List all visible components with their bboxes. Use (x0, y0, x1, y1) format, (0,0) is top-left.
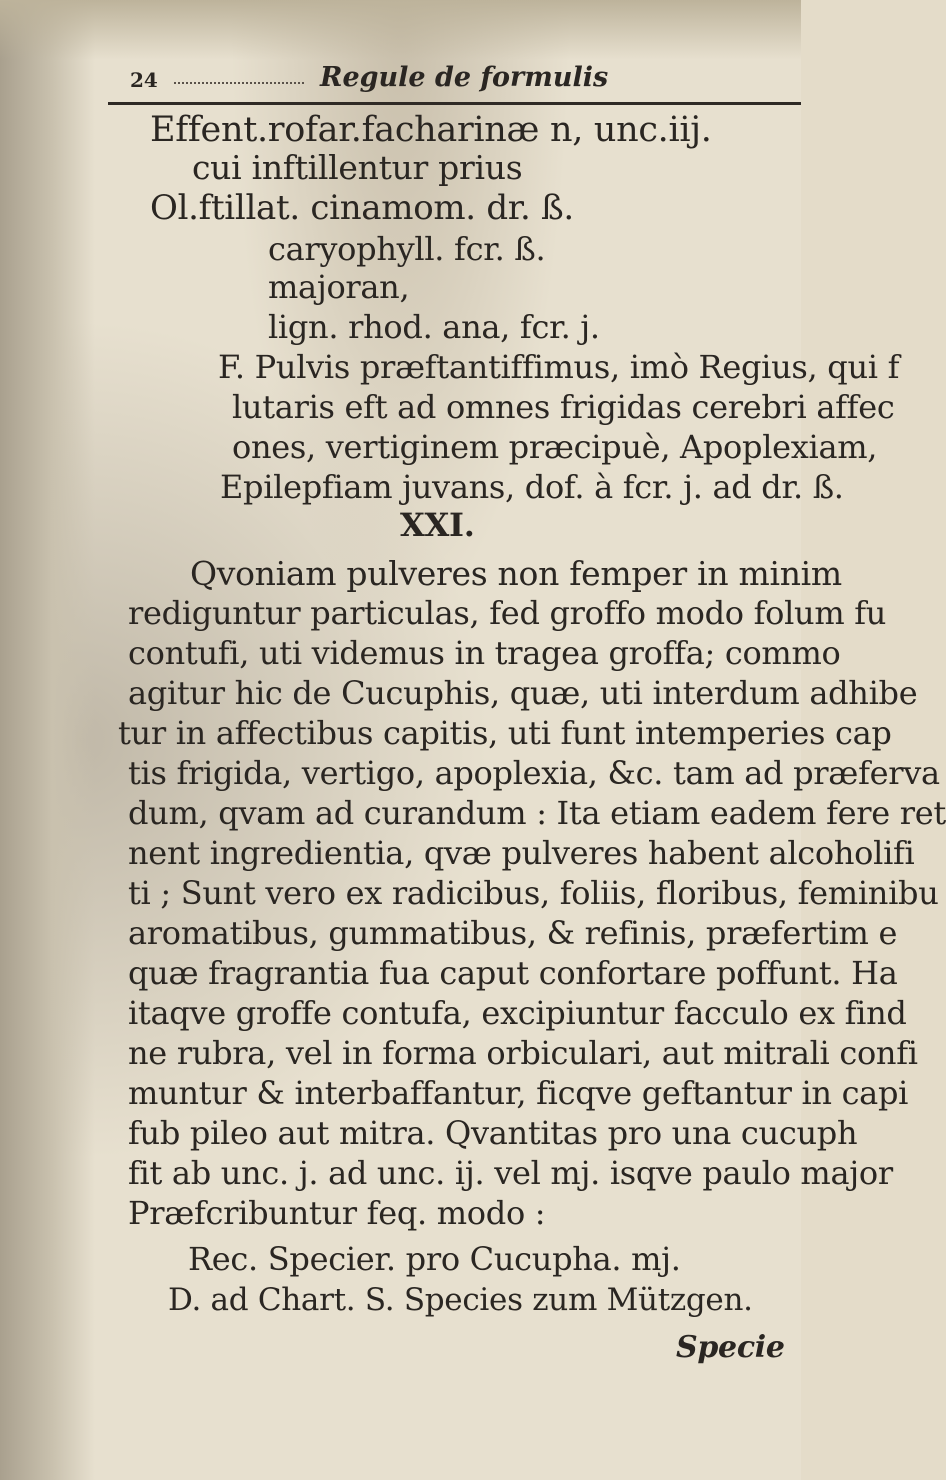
text-line: quæ fragrantia fua caput confortare poffunt. Ha (128, 954, 898, 992)
page-number: 24 (130, 68, 158, 92)
text-line: Epilepfiam juvans, dof. à fcr. j. ad dr. ß. (220, 468, 844, 506)
text-line: F. Pulvis præftantiffimus, imò Regius, qui f (218, 348, 900, 386)
text-line: Rec. Specier. pro Cucupha. mj. (188, 1240, 681, 1278)
top-page-edge (0, 0, 801, 60)
text-line: caryophyll. fcr. ß. (268, 230, 546, 268)
text-line: fub pileo aut mitra. Qvantitas pro una cucuph (128, 1114, 858, 1152)
running-head (130, 58, 790, 100)
text-line: contufi, uti videmus in tragea groffa; commo (128, 634, 841, 672)
text-line: tis frigida, vertigo, apoplexia, &c. tam ad præferva (128, 754, 940, 792)
header-rule (108, 102, 801, 105)
text-line: lutaris eft ad omnes frigidas cerebri affec (232, 388, 895, 426)
section-numeral: XXI. (400, 506, 475, 544)
text-line: Qvoniam pulveres non femper in minim (190, 554, 842, 593)
text-line: nent ingredientia, qvæ pulveres habent alcoholifi (128, 834, 915, 872)
text-line: tur in affectibus capitis, uti funt intemperies cap (118, 714, 892, 752)
header-dotted-leader (174, 82, 304, 84)
catchword: Specie (676, 1330, 785, 1365)
text-line: D. ad Chart. S. Species zum Mützgen. (168, 1282, 753, 1318)
text-line: agitur hic de Cucuphis, quæ, uti interdum adhibe (128, 674, 918, 712)
text-line: Ol.ftillat. cinamom. dr. ß. (150, 188, 574, 228)
text-line: majoran, (268, 268, 410, 306)
text-line: ti ; Sunt vero ex radicibus, foliis, floribus, feminibu (128, 874, 939, 912)
text-line: cui inftillentur prius (192, 148, 523, 187)
text-line: ones, vertiginem præcipuè, Apoplexiam, (232, 428, 878, 466)
text-line: aromatibus, gummatibus, & refinis, præfertim e (128, 914, 898, 952)
text-line: Effent.rofar.facharinæ n, unc.iij. (150, 110, 712, 150)
text-line: Præfcribuntur feq. modo : (128, 1194, 546, 1232)
text-line: itaqve groffe contufa, excipiuntur facculo ex find (128, 994, 907, 1032)
text-line: lign. rhod. ana, fcr. j. (268, 308, 600, 346)
text-line: fit ab unc. j. ad unc. ij. vel mj. isqve paulo major (128, 1154, 893, 1192)
text-line: rediguntur particulas, fed groffo modo folum fu (128, 594, 887, 632)
text-line: dum, qvam ad curandum : Ita etiam eadem fere ret (128, 794, 946, 832)
text-line: muntur & interbaffantur, ficqve geftantur in capi (128, 1074, 909, 1112)
page-gutter-shadow (0, 0, 95, 1480)
running-head-title: Regule de formulis (320, 62, 609, 93)
text-line: ne rubra, vel in forma orbiculari, aut mitrali confi (128, 1034, 918, 1072)
